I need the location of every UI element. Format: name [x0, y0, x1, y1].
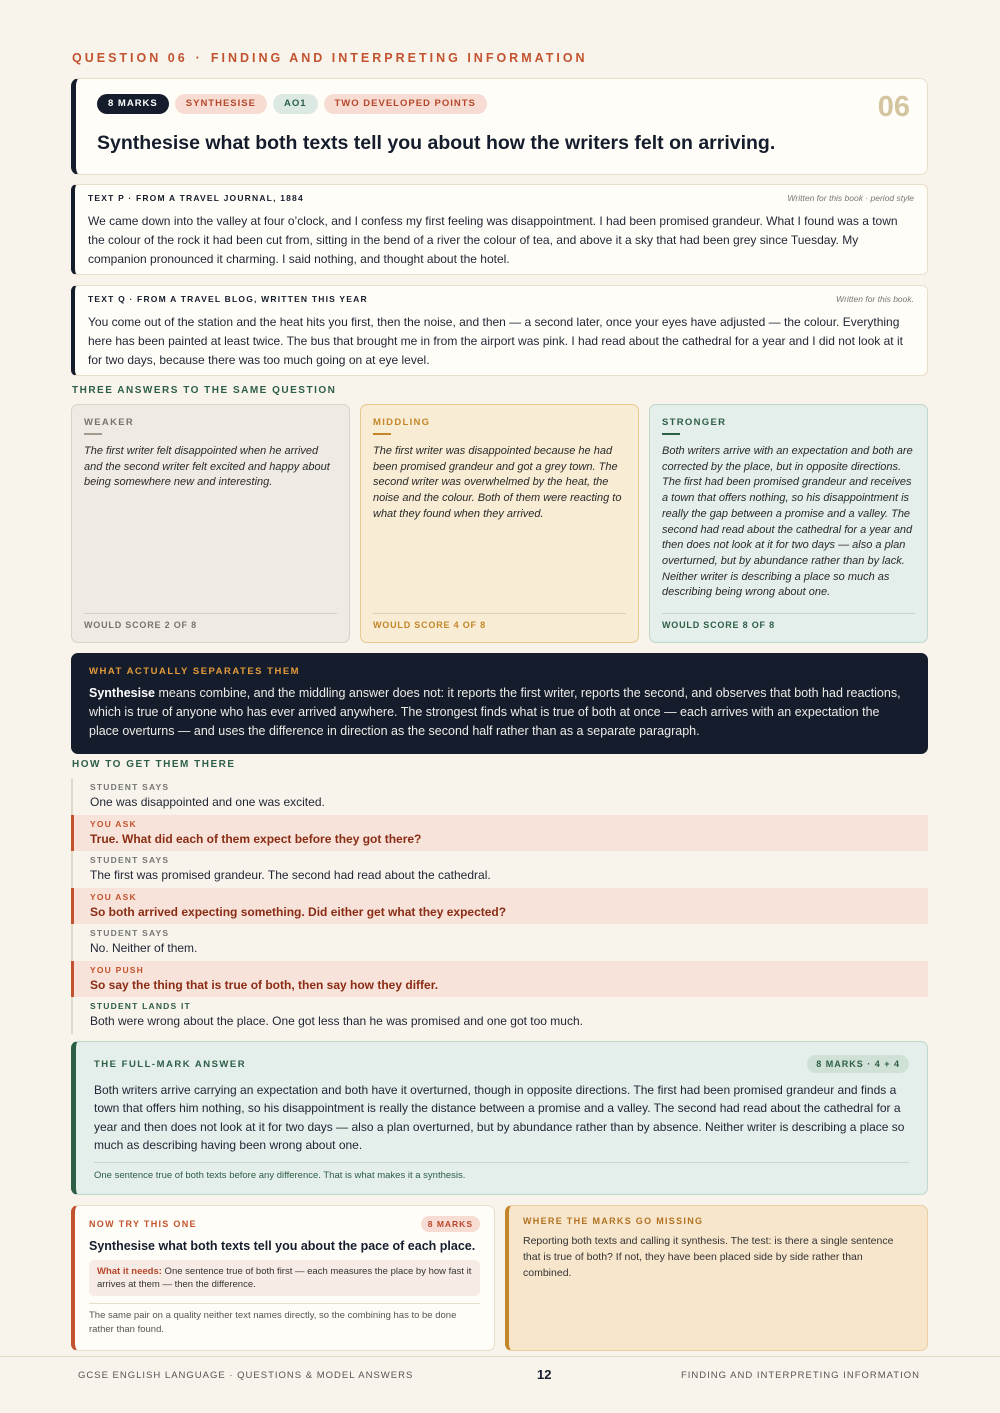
- dialogue-line: So both arrived expecting something. Did either get what they expected?: [90, 904, 507, 919]
- stronger-rule: [662, 433, 680, 435]
- question-card: [71, 78, 928, 175]
- kicker-separator: ·: [195, 51, 203, 65]
- middling-score: WOULD SCORE 4 OF 8: [373, 613, 626, 630]
- dialogue-line: One was disappointed and one was excited.: [90, 795, 325, 809]
- try-this-badge: 8 MARKS: [421, 1216, 480, 1232]
- try-this-note: The same pair on a quality neither text names directly, so the combining has to be done rather than found.: [89, 1303, 480, 1337]
- dialogue-speaker: STUDENT LANDS IT: [90, 1001, 191, 1011]
- middling-body: The first writer was disappointed because he had been promised grandeur and got a grey town. The second writer was overwhelmed by the heat, the noise and the colour. Both of them were reacting to what they found when they arrived.: [373, 445, 622, 520]
- page-number: 12: [537, 1367, 552, 1382]
- text-q-card: [71, 285, 928, 376]
- separates-text: means combine, and the middling answer does not: it reports the first writer, reports the second, and observes that both had reactions, which is true of anyone who has ever arrived anywhere. The strongest finds what is true of both at once — each arrives with an expectation the place overturns — and uses the difference in direction as the second half rather than as a separate paragraph.: [89, 686, 901, 738]
- kicker-topic: FINDING AND INTERPRETING INFORMATION: [210, 51, 588, 65]
- text-p-card: [71, 184, 928, 275]
- try-this-needs: [89, 1260, 480, 1296]
- full-mark-note: One sentence true of both texts before any difference. That is what makes it a synthesis.: [94, 1162, 909, 1181]
- full-mark-body: Both writers arrive carrying an expectation and both have it overturned, though in opposite directions. The first had been promised grandeur and finds a town that offers him nothing, so his disappointment is really the distance between a promise and a valley. The second had read about the cathedral for a year and then does not look at it for two days — also a plan overturned, but by abundance rather than by absence. Neither writer is describing a place so much as describing having been wrong about one.: [94, 1083, 905, 1152]
- page-footer: [0, 1356, 1000, 1413]
- middling-answer-card: [360, 404, 639, 643]
- question-number: 06: [877, 91, 910, 123]
- dialogue-turn: [71, 778, 928, 815]
- full-mark-label: THE FULL-MARK ANSWER: [94, 1058, 247, 1070]
- dialogue-line: So say the thing that is true of both, then say how they differ.: [90, 977, 439, 992]
- weaker-body: The first writer felt disappointed when he arrived and the second writer felt excited and happy about being somewhere new and interesting.: [84, 445, 330, 489]
- dialogue-turn: [71, 924, 928, 961]
- dialogue-line: The first was promised grandeur. The second had read about the cathedral.: [90, 868, 491, 882]
- text-q-note: Written for this book.: [836, 294, 914, 304]
- answers-heading: THREE ANSWERS TO THE SAME QUESTION: [72, 385, 337, 396]
- question-tags: [97, 94, 487, 114]
- text-q-body: You come out of the station and the heat hits you first, then the noise, and then — a second later, once your eyes have adjusted — the colour. Everything here has been painted at least twice. The bus that brought me in from the airport was pink. I had read about the cathedral for a year and I did not look at it for two days, because there was too much going on at eye level.: [88, 315, 903, 367]
- dialogue-speaker: YOU ASK: [90, 818, 137, 829]
- dialogue-speaker: YOU PUSH: [90, 964, 144, 975]
- text-p-label: TEXT P · FROM A TRAVEL JOURNAL, 1884: [88, 193, 304, 203]
- dialogue-heading: HOW TO GET THEM THERE: [72, 759, 236, 770]
- kicker-question: QUESTION 06: [72, 51, 188, 65]
- needs-text: One sentence true of both first — each measures the place by how fast it arrives at them — then the difference.: [97, 1266, 472, 1290]
- dialogue-line: True. What did each of them expect before they got there?: [90, 831, 422, 846]
- dialogue-turn: [71, 961, 928, 998]
- weaker-score: WOULD SCORE 2 OF 8: [84, 613, 337, 630]
- points-tag: TWO DEVELOPED POINTS: [324, 94, 487, 114]
- separates-label: WHAT ACTUALLY SEPARATES THEM: [89, 666, 301, 677]
- full-mark-badge: 8 MARKS · 4 + 4: [807, 1055, 909, 1073]
- coaching-dialogue: [71, 778, 928, 1034]
- stronger-score: WOULD SCORE 8 OF 8: [662, 613, 915, 630]
- dialogue-turn: [71, 997, 928, 1034]
- stronger-body: Both writers arrive with an expectation and both are corrected by the place, but in opposite directions. The first had been promised grandeur and receives a town that offers nothing, so his disappointment is really the gap between a promise and a valley. The second had read about the cathedral for a year and then does not look at it for two days — also a plan overturned, but by abundance rather than by lack. Neither writer is describing a place so much as describing being wrong about one.: [662, 445, 913, 599]
- dialogue-turn: [71, 851, 928, 888]
- dialogue-line: Both were wrong about the place. One got less than he was promised and one got too much.: [90, 1014, 583, 1028]
- text-p-note: Written for this book · period style: [787, 193, 914, 203]
- full-mark-panel: [71, 1041, 928, 1195]
- dialogue-turn: [71, 815, 928, 852]
- weaker-label: WEAKER: [84, 417, 135, 428]
- footer-book-title: GCSE ENGLISH LANGUAGE · QUESTIONS & MODEL ANSWERS: [78, 1370, 414, 1381]
- middling-rule: [373, 433, 391, 435]
- stronger-label: STRONGER: [662, 417, 727, 428]
- try-this-panel: [71, 1205, 495, 1351]
- separates-panel: [71, 653, 928, 754]
- separates-body: [89, 684, 910, 741]
- footer-chapter: FINDING AND INTERPRETING INFORMATION: [680, 1370, 920, 1381]
- dialogue-speaker: STUDENT SAYS: [90, 928, 170, 938]
- middling-label: MIDDLING: [373, 417, 431, 428]
- dialogue-speaker: STUDENT SAYS: [90, 782, 170, 792]
- skill-tag: SYNTHESISE: [175, 94, 267, 114]
- page-kicker: [72, 51, 588, 65]
- ao-tag: AO1: [273, 94, 318, 114]
- weaker-rule: [84, 433, 102, 435]
- marks-missing-label: WHERE THE MARKS GO MISSING: [523, 1216, 704, 1226]
- marks-missing-panel: [505, 1205, 928, 1351]
- stronger-answer-card: [649, 404, 928, 643]
- needs-label: What it needs:: [97, 1266, 162, 1277]
- try-this-question: Synthesise what both texts tell you about the pace of each place.: [89, 1239, 476, 1253]
- marks-tag: 8 MARKS: [97, 94, 169, 114]
- text-q-label: TEXT Q · FROM A TRAVEL BLOG, WRITTEN THIS YEAR: [88, 294, 368, 304]
- separates-term: Synthesise: [89, 686, 156, 700]
- dialogue-line: No. Neither of them.: [90, 941, 198, 955]
- text-p-body: We came down into the valley at four o’clock, and I confess my first feeling was disappointment. I had been promised grandeur. What I found was a town the colour of the rock it had been cut from, sitting in the bend of a river the colour of tea, and above it a sky that had been grey since Tuesday. My companion pronounced it charming. I said nothing, and thought about the hotel.: [88, 214, 898, 266]
- dialogue-speaker: YOU ASK: [90, 891, 137, 902]
- dialogue-speaker: STUDENT SAYS: [90, 855, 170, 865]
- try-this-label: NOW TRY THIS ONE: [89, 1219, 197, 1229]
- weaker-answer-card: [71, 404, 350, 643]
- dialogue-turn: [71, 888, 928, 925]
- question-title: Synthesise what both texts tell you about how the writers felt on arriving.: [97, 132, 776, 154]
- marks-missing-body: Reporting both texts and calling it synthesis. The test: is there a single sentence that is true of both? If not, they have been placed side by side rather than combined.: [523, 1235, 894, 1279]
